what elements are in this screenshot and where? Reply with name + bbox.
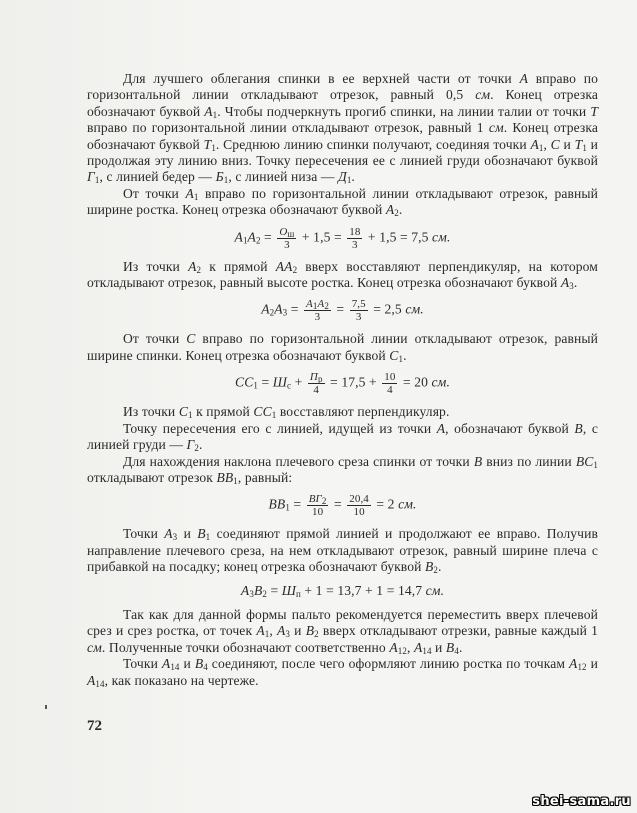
text: + 1,5 = — [298, 229, 346, 245]
sub: 2 — [255, 235, 261, 246]
denominator: 3 — [355, 311, 362, 324]
text: . Конец отрезка обозначают буквой — [87, 120, 598, 152]
sub: 1 — [223, 175, 229, 186]
var: T — [574, 136, 583, 152]
paragraph-1 — [87, 71, 598, 186]
text: = — [289, 496, 305, 512]
var: CC — [235, 374, 254, 390]
var: BB — [268, 496, 286, 512]
text: . Полученные точки обозначают соответственно — [101, 639, 390, 655]
paragraph-8 — [87, 526, 598, 575]
text: и продолжая эту линию вниз. Точку пересечения ее с линией груди обозначают буквой — [87, 136, 599, 169]
sub: 3 — [569, 281, 574, 292]
var: C — [550, 136, 560, 152]
numerator: 10 — [384, 371, 396, 384]
text: Так как для данной формы пальто рекомендуется переместить вверх плечевой срез и срез ростка, от точек — [87, 606, 598, 639]
text: = — [287, 302, 303, 318]
text: = — [260, 229, 276, 245]
fraction — [382, 371, 397, 396]
var: C — [178, 404, 188, 420]
var: B — [425, 559, 434, 575]
text: . — [351, 169, 355, 185]
var: B — [445, 639, 455, 655]
var: A — [560, 275, 570, 291]
text: = — [330, 496, 346, 512]
sub: 2 — [433, 565, 439, 576]
var: B — [197, 526, 206, 542]
paragraph-7 — [87, 454, 598, 487]
text: = — [257, 374, 273, 390]
var: A — [234, 229, 243, 245]
formula-cc1 — [87, 371, 598, 396]
sub: 1 — [538, 142, 544, 153]
sub: 14 — [422, 645, 432, 656]
var: B — [473, 453, 483, 469]
var: BB — [216, 469, 234, 485]
text: соединяют, после чего оформляют линию ростка по точкам — [207, 656, 570, 672]
unit: см — [475, 87, 491, 103]
text: . — [438, 559, 442, 575]
var: A — [274, 302, 283, 318]
var: A — [519, 71, 528, 86]
sub: 2 — [196, 264, 202, 275]
text: . Чтобы подчеркнуть прогиб спинки, на линии талии от точки — [217, 103, 591, 119]
var: A — [256, 623, 265, 639]
text: , — [406, 639, 414, 655]
sub: 2 — [194, 443, 199, 454]
text: , равный: — [237, 469, 293, 485]
var: A — [204, 103, 213, 119]
text: Из точки — [123, 258, 189, 274]
text: и — [177, 526, 198, 542]
sub: 1 — [582, 142, 587, 153]
paragraph-2 — [87, 186, 598, 219]
text: Точку пересечения его с линией, идущей из точки — [123, 420, 437, 436]
var: A — [385, 202, 395, 218]
text: и — [559, 136, 575, 152]
formula-bb1 — [87, 493, 598, 518]
text: Для лучшего облегания спинки в ее верхней части от точки — [123, 71, 520, 86]
text: . — [198, 437, 203, 453]
text: . Конец отрезка обозначают буквой — [87, 87, 598, 119]
sub: 1 — [233, 475, 238, 486]
text: = — [332, 302, 348, 318]
var: A — [188, 258, 197, 274]
text: вверх восставляют перпендикуляр, на котором откладывают отрезок, равный высоте ростка. Конец отрезка обозначают буквой — [87, 258, 598, 291]
paragraph-3 — [87, 259, 598, 292]
sub: 2 — [394, 208, 399, 219]
var: Ш — [272, 374, 288, 390]
var: CC — [253, 404, 272, 420]
text: Точки — [123, 656, 162, 672]
sub: п — [296, 588, 301, 599]
var: A — [240, 582, 250, 598]
text: Из точки — [123, 404, 179, 420]
text: , как показано на чертеже. — [104, 672, 259, 688]
fraction — [347, 226, 362, 251]
text: Для нахождения наклона плечевого среза спинки от точки — [123, 453, 474, 469]
sub: 12 — [577, 662, 587, 673]
denominator: 4 — [387, 384, 393, 397]
sub: 2 — [324, 301, 329, 312]
text: . — [458, 639, 463, 655]
text: + 1 = 13,7 + 1 = 14,7 — [300, 582, 426, 598]
var: B — [574, 420, 583, 436]
text: вправо по горизонтальной линии откладывают отрезок, равный ширине спинки. Конец отрезка обозначают буквой — [87, 331, 598, 363]
var: Ш — [281, 582, 296, 598]
unit: см — [488, 120, 504, 136]
var: BC — [575, 453, 594, 469]
text: + 1,5 = 7,5 — [364, 229, 433, 245]
sub: 1 — [205, 532, 211, 543]
denominator: 3 — [284, 238, 290, 251]
unit: см. — [425, 582, 445, 598]
text: и — [586, 656, 598, 672]
unit: см. — [405, 302, 424, 318]
var: C — [186, 331, 196, 347]
text: , обозначают буквой — [445, 420, 575, 436]
text: = — [266, 582, 282, 598]
var: O — [279, 225, 288, 238]
text: вниз по линии — [482, 453, 576, 469]
var: A — [261, 302, 270, 318]
denominator: 4 — [313, 384, 320, 397]
text: Точки — [123, 526, 165, 542]
sub: 12 — [397, 645, 407, 656]
formula-a2a3 — [87, 298, 598, 323]
denominator: 10 — [311, 506, 324, 519]
text: . — [398, 202, 403, 218]
text: вправо по горизонтальной линии откладывают отрезок, равный ширине ростка. Конец отрезка обозначают буквой — [87, 185, 598, 218]
text: , с линией низа — — [228, 169, 339, 185]
paragraph-10 — [87, 656, 598, 689]
var: Б — [215, 169, 224, 185]
text: От точки — [123, 331, 187, 347]
sub: 3 — [249, 588, 254, 599]
sub: с — [287, 380, 292, 391]
sub: 1 — [271, 410, 277, 421]
text: и — [179, 656, 195, 672]
sub: 2 — [321, 496, 327, 507]
sub: 4 — [454, 645, 459, 656]
denominator: 10 — [353, 506, 365, 519]
var: A — [569, 656, 578, 672]
sub: 1 — [187, 410, 193, 421]
sub: 4 — [203, 662, 208, 673]
text: . — [573, 275, 578, 291]
text: соединяют прямой линией и продолжают ее вправо. Получив направление плечевого среза, на нем откладывают отрезок, равный ширине плеча с прибавкой на посадку; конец отрезка обозначают буквой — [87, 526, 598, 575]
var: A — [530, 136, 539, 152]
sub: 1 — [264, 629, 270, 640]
var: A — [247, 229, 256, 245]
text: + — [291, 374, 306, 390]
unit: см. — [398, 496, 417, 512]
text: , с линией груди — — [87, 420, 598, 453]
text: и — [431, 639, 446, 655]
var: C — [389, 347, 399, 363]
sub: 2 — [269, 308, 275, 319]
var: B — [253, 582, 263, 598]
text: . Среднюю линию спинки получают, соединяя точки — [215, 136, 531, 152]
sub: 2 — [314, 629, 319, 640]
text: откладывают отрезок — [87, 469, 217, 485]
var: П — [309, 371, 318, 384]
var: BГ — [308, 493, 322, 506]
var: Д — [338, 169, 347, 185]
text: = 20 — [399, 374, 432, 390]
denominator: 3 — [314, 311, 321, 324]
sub: 1 — [253, 380, 258, 391]
paragraph-5 — [87, 404, 598, 420]
sub: 1 — [212, 109, 218, 120]
sub: 1 — [398, 353, 404, 364]
var: A — [389, 639, 398, 655]
var: Г — [87, 169, 95, 185]
var: A — [306, 298, 313, 311]
text: От точки — [123, 185, 186, 201]
var: Г — [186, 437, 195, 453]
sub: 1 — [285, 502, 290, 513]
formula-a1a2 — [87, 226, 598, 251]
sub: 1 — [242, 235, 248, 246]
sub: 1 — [193, 191, 199, 202]
text: вправо по горизонтальной линии откладывают отрезок, равный 1 — [87, 120, 489, 136]
sub: 14 — [95, 678, 105, 689]
text: , с линией бедер — — [99, 169, 216, 185]
var: A — [161, 656, 171, 672]
text: . — [403, 347, 407, 363]
var: A — [87, 672, 96, 688]
watermark: shei-sama.ru — [532, 794, 631, 809]
sub: ш — [287, 228, 295, 239]
var: B — [194, 656, 204, 672]
text: к прямой — [201, 258, 276, 274]
scan-mark — [45, 705, 47, 709]
fraction — [350, 298, 368, 323]
sub: 2 — [262, 588, 267, 599]
denominator: 3 — [352, 238, 358, 251]
sub: 1 — [312, 301, 318, 312]
var: T — [203, 136, 212, 152]
fraction — [277, 226, 296, 251]
sub: 3 — [172, 532, 178, 543]
sub: р — [317, 374, 323, 385]
text: , — [543, 136, 551, 152]
text: к прямой — [192, 404, 254, 420]
sub: 2 — [292, 264, 298, 275]
page-body-text — [87, 71, 598, 689]
text: = 2,5 — [369, 302, 406, 318]
text: = 17,5 + — [326, 374, 381, 390]
fraction — [347, 493, 371, 518]
fraction — [307, 493, 329, 518]
paragraph-9 — [87, 607, 598, 656]
var: B — [305, 623, 315, 639]
var: A — [413, 639, 423, 655]
var: AA — [275, 258, 293, 274]
text: восставляют перпендикуляр. — [276, 404, 450, 420]
var: A — [317, 298, 325, 311]
sub: 3 — [282, 308, 288, 319]
var: A — [185, 185, 194, 201]
paragraph-6 — [87, 421, 598, 454]
text: вправо по горизонтальной линии откладывают отрезок, равный 0,5 — [87, 71, 599, 103]
page-number: 72 — [87, 718, 102, 734]
sub: 1 — [593, 459, 599, 470]
unit: см. — [432, 229, 451, 245]
fraction — [304, 298, 331, 323]
var: T — [590, 103, 598, 119]
sub: 1 — [346, 175, 352, 186]
text: вверх откладывают отрезки, равные каждый 1 — [318, 623, 599, 639]
sub: 14 — [170, 662, 180, 673]
sub: 3 — [285, 629, 291, 640]
text: , — [269, 623, 277, 639]
text: = 2 — [372, 496, 399, 512]
paragraph-4 — [87, 331, 598, 364]
unit: см — [87, 639, 102, 655]
fraction — [308, 371, 325, 396]
var: A — [164, 526, 173, 542]
numerator: 20,4 — [349, 493, 369, 506]
text: и — [290, 623, 306, 639]
numerator: 7,5 — [351, 298, 366, 311]
sub: 1 — [211, 142, 216, 153]
unit: см. — [431, 374, 450, 390]
numerator: 18 — [349, 225, 361, 238]
var: A — [277, 623, 286, 639]
var: A — [436, 420, 446, 436]
sub: 1 — [94, 175, 100, 186]
formula-a3b2 — [87, 583, 598, 599]
